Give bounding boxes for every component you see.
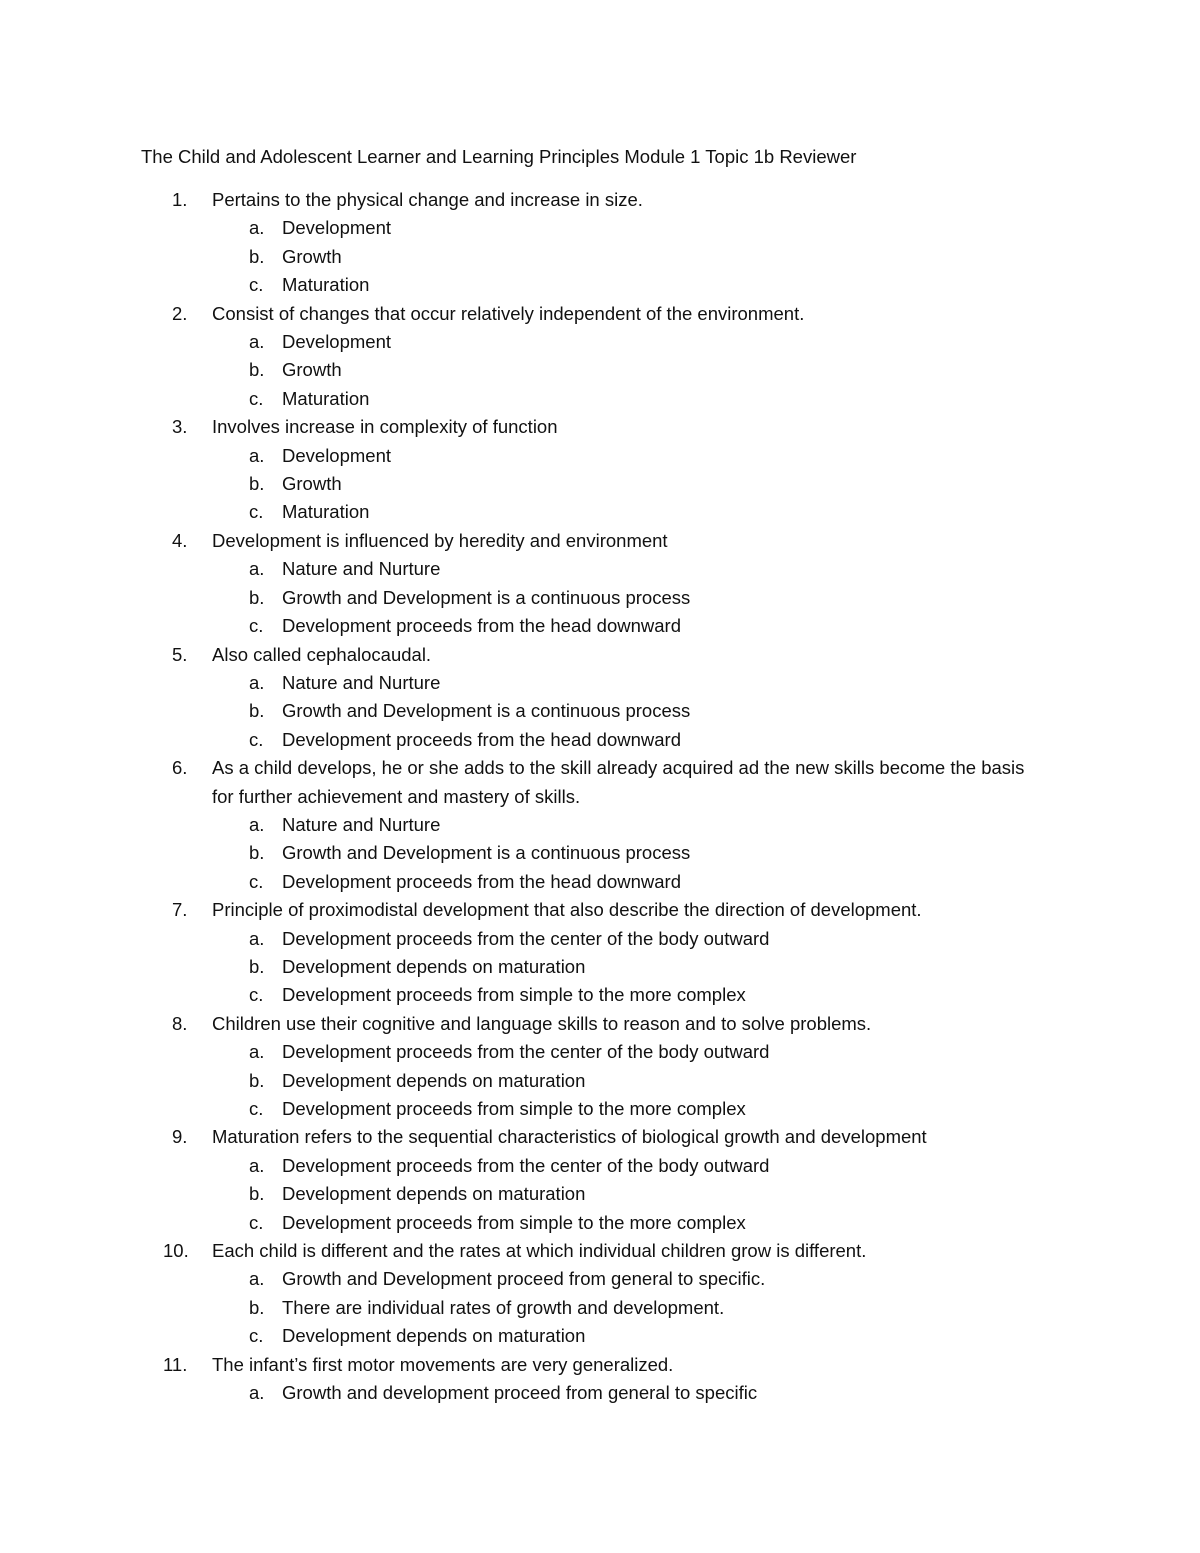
option-text: Development proceeds from simple to the more complex: [282, 1098, 746, 1119]
option-letter: a.: [249, 1268, 265, 1290]
answer-option: [0, 868, 1200, 896]
question-row: [0, 641, 1032, 669]
option-text: Growth and Development is a continuous process: [282, 700, 691, 722]
answer-option: [0, 328, 1200, 356]
option-text: Nature and Nurture: [282, 671, 441, 693]
option-text: Growth: [282, 473, 342, 495]
document-title: The Child and Adolescent Learner and Learning Principles Module 1 Topic 1b Reviewer: [141, 146, 857, 167]
option-text: Development depends on maturation: [282, 955, 586, 977]
answer-option: [0, 1379, 1200, 1407]
question-number: 3.: [172, 416, 188, 438]
option-letter: c.: [249, 728, 264, 750]
option-letter: b.: [249, 955, 265, 977]
option-text: Development depends on maturation: [282, 1183, 586, 1205]
option-letter: b.: [249, 842, 265, 864]
question-item: [0, 1010, 1200, 1124]
answer-option: [0, 1095, 1200, 1123]
question-text: Development is influenced by heredity and environment: [212, 529, 668, 551]
question-item: [0, 896, 1200, 1010]
option-letter: b.: [249, 359, 265, 381]
answer-option: [0, 925, 1200, 953]
question-text: Maturation refers to the sequential characteristics of biological growth and development: [212, 1126, 927, 1148]
question-row: [0, 186, 1032, 214]
option-letter: a.: [249, 813, 265, 835]
option-text: Development proceeds from simple to the more complex: [282, 1211, 746, 1233]
option-text: Development: [282, 331, 392, 353]
option-letter: b.: [249, 473, 265, 495]
option-text: Development depends on maturation: [282, 1069, 586, 1091]
option-letter: c.: [249, 1325, 264, 1347]
option-text: Development: [282, 217, 392, 239]
option-letter: b.: [249, 1069, 265, 1091]
question-row: [0, 527, 1032, 555]
option-text: There are individual rates of growth and development.: [282, 1296, 725, 1318]
option-text: Growth and Development proceed from general to specific.: [282, 1268, 766, 1290]
question-text: Principle of proximodistal development that also describe the direction of development.: [212, 899, 922, 921]
option-letter: b.: [249, 700, 265, 722]
question-text: Each child is different and the rates at which individual children grow is different.: [212, 1240, 867, 1262]
option-text: Maturation: [282, 501, 370, 523]
option-letter: a.: [249, 217, 265, 239]
question-row: [0, 1123, 1032, 1151]
option-letter: a.: [249, 671, 265, 693]
option-text: Development proceeds from the head downward: [282, 615, 682, 637]
answer-option: [0, 1294, 1200, 1322]
option-text: Development depends on maturation: [282, 1325, 586, 1347]
question-item: [0, 1351, 1200, 1408]
answer-option: [0, 1038, 1200, 1066]
option-text: Development: [282, 444, 392, 466]
question-row: [0, 300, 1032, 328]
question-row: [0, 1237, 1032, 1265]
question-number: 10.: [163, 1240, 189, 1262]
answer-option: [0, 555, 1200, 583]
option-letter: a.: [249, 1041, 265, 1063]
answer-option: [0, 470, 1200, 498]
question-text: Also called cephalocaudal.: [212, 643, 432, 665]
option-text: Development proceeds from the head downward: [282, 728, 682, 750]
option-letter: c.: [249, 984, 264, 1006]
option-text: Growth and Development is a continuous process: [282, 842, 691, 864]
question-number: 7.: [172, 899, 188, 921]
question-row: [0, 754, 1032, 811]
answer-option: [0, 385, 1200, 413]
answer-option: [0, 953, 1200, 981]
question-text: As a child develops, he or she adds to the skill already acquired ad the new skills become the basis for further achievement and mastery of skills.: [212, 757, 1025, 807]
option-letter: c.: [249, 501, 264, 523]
answer-option: [0, 1180, 1200, 1208]
option-letter: a.: [249, 558, 265, 580]
answer-option: [0, 1265, 1200, 1293]
answer-option: [0, 271, 1200, 299]
option-letter: c.: [249, 387, 264, 409]
answer-option: [0, 1209, 1200, 1237]
option-text: Maturation: [282, 387, 370, 409]
answer-option: [0, 356, 1200, 384]
question-item: [0, 754, 1200, 896]
option-letter: a.: [249, 927, 265, 949]
question-number: 1.: [172, 189, 188, 210]
question-text: Children use their cognitive and language skills to reason and to solve problems.: [212, 1012, 872, 1034]
question-number: 4.: [172, 529, 188, 551]
question-number: 9.: [172, 1126, 188, 1148]
option-text: Nature and Nurture: [282, 558, 441, 580]
answer-option: [0, 1322, 1200, 1350]
option-letter: c.: [249, 1098, 264, 1119]
option-text: Growth: [282, 359, 342, 381]
answer-option: [0, 981, 1200, 1009]
option-letter: a.: [249, 1382, 265, 1404]
answer-option: [0, 726, 1200, 754]
option-letter: c.: [249, 615, 264, 637]
option-letter: a.: [249, 331, 265, 353]
option-letter: c.: [249, 870, 264, 892]
question-number: 2.: [172, 302, 188, 324]
option-text: Growth: [282, 245, 342, 267]
question-number: 11.: [163, 1353, 188, 1375]
option-letter: b.: [249, 1183, 265, 1205]
question-number: 8.: [172, 1012, 188, 1034]
question-row: [0, 1010, 1032, 1038]
question-text: The infant’s first motor movements are very generalized.: [212, 1353, 674, 1375]
question-item: [0, 1237, 1200, 1351]
option-letter: b.: [249, 245, 265, 267]
answer-option: [0, 214, 1200, 242]
option-text: Growth and Development is a continuous process: [282, 586, 691, 608]
question-row: [0, 896, 1032, 924]
answer-option: [0, 839, 1200, 867]
option-text: Development proceeds from the center of the body outward: [282, 1041, 770, 1063]
question-text: Involves increase in complexity of function: [212, 416, 558, 438]
question-item: [0, 186, 1200, 300]
question-list: [0, 186, 1200, 1407]
question-item: [0, 641, 1200, 755]
question-row: [0, 413, 1032, 441]
answer-option: [0, 498, 1200, 526]
answer-option: [0, 442, 1200, 470]
answer-option: [0, 1067, 1200, 1095]
option-text: Nature and Nurture: [282, 813, 441, 835]
question-item: [0, 527, 1200, 641]
option-text: Development proceeds from the head downward: [282, 870, 682, 892]
question-text: Pertains to the physical change and increase in size.: [212, 189, 643, 210]
answer-option: [0, 669, 1200, 697]
answer-option: [0, 1152, 1200, 1180]
question-item: [0, 1123, 1200, 1237]
question-number: 6.: [172, 757, 188, 779]
option-letter: a.: [249, 1154, 265, 1176]
answer-option: [0, 697, 1200, 725]
option-text: Maturation: [282, 274, 370, 296]
option-letter: b.: [249, 586, 265, 608]
answer-option: [0, 612, 1200, 640]
question-item: [0, 300, 1200, 414]
answer-option: [0, 811, 1200, 839]
question-row: [0, 1351, 1032, 1379]
answer-option: [0, 584, 1200, 612]
answer-option: [0, 243, 1200, 271]
question-text: Consist of changes that occur relatively independent of the environment.: [212, 302, 805, 324]
option-letter: c.: [249, 1211, 264, 1233]
option-letter: a.: [249, 444, 265, 466]
question-item: [0, 413, 1200, 527]
option-letter: c.: [249, 274, 264, 296]
option-text: Development proceeds from the center of the body outward: [282, 927, 770, 949]
option-text: Development proceeds from simple to the more complex: [282, 984, 746, 1006]
option-letter: b.: [249, 1296, 265, 1318]
option-text: Growth and development proceed from general to specific: [282, 1382, 758, 1404]
option-text: Development proceeds from the center of the body outward: [282, 1154, 770, 1176]
question-number: 5.: [172, 643, 188, 665]
